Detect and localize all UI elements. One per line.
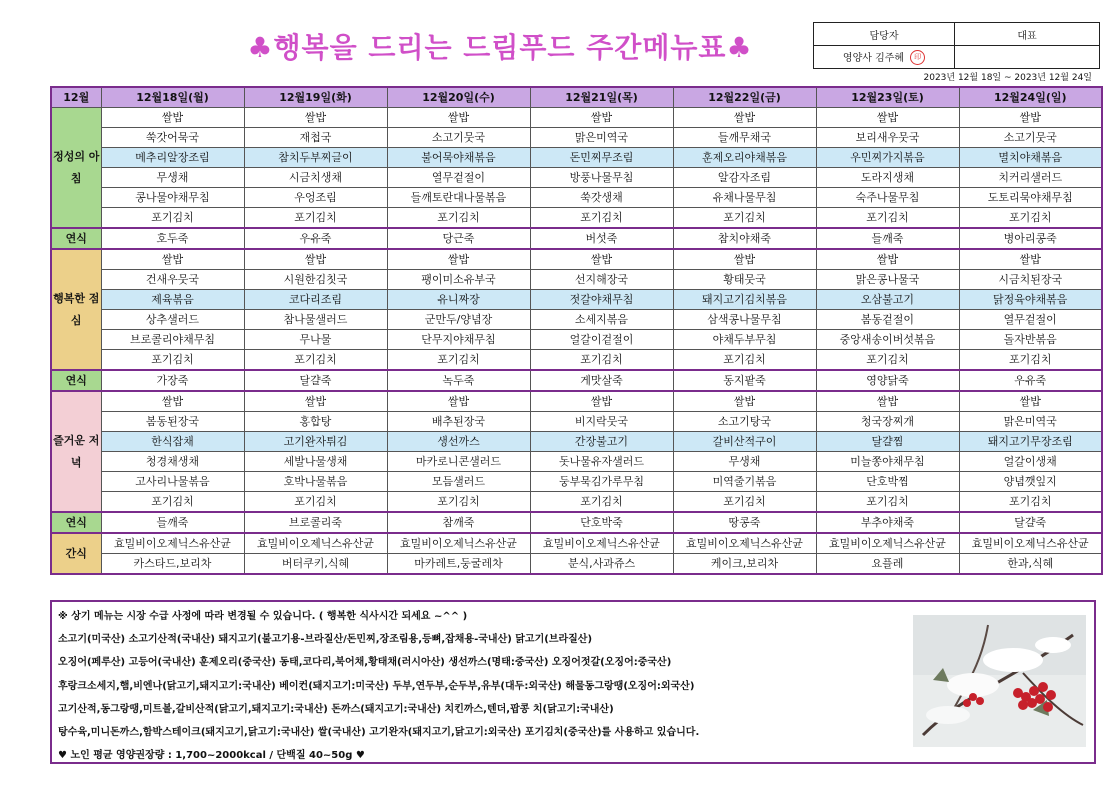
menu-cell: 야채두부무침 bbox=[673, 330, 816, 350]
day-header: 12월18일(월) bbox=[101, 87, 244, 108]
menu-cell: 미역줄기볶음 bbox=[673, 472, 816, 492]
gansik-cell: 케이크,보리차 bbox=[673, 554, 816, 575]
menu-cell: 시원한김칫국 bbox=[244, 270, 387, 290]
menu-cell: 돌자반볶음 bbox=[959, 330, 1102, 350]
menu-cell: 쌀밥 bbox=[387, 108, 530, 128]
menu-cell: 치커리샐러드 bbox=[959, 168, 1102, 188]
snack-cell: 우유죽 bbox=[959, 370, 1102, 391]
menu-cell: 콩나물야채무침 bbox=[101, 188, 244, 208]
menu-cell: 포기김치 bbox=[959, 492, 1102, 513]
snack-label: 연식 bbox=[51, 228, 101, 249]
menu-cell: 포기김치 bbox=[387, 492, 530, 513]
menu-cell: 재첩국 bbox=[244, 128, 387, 148]
menu-cell: 보리새우뭇국 bbox=[816, 128, 959, 148]
menu-row bbox=[51, 208, 1102, 229]
snack-row bbox=[51, 228, 1102, 249]
menu-cell: 제육볶음 bbox=[101, 290, 244, 310]
menu-cell: 쌀밥 bbox=[244, 108, 387, 128]
menu-cell: 숙주나물무침 bbox=[816, 188, 959, 208]
menu-cell: 팽이미소유부국 bbox=[387, 270, 530, 290]
menu-cell: 포기김치 bbox=[101, 208, 244, 229]
representative-label: 대표 bbox=[955, 23, 1100, 46]
menu-row bbox=[51, 350, 1102, 371]
menu-cell: 쌀밥 bbox=[530, 249, 673, 270]
snack-cell: 영양닭죽 bbox=[816, 370, 959, 391]
snack-cell: 녹두죽 bbox=[387, 370, 530, 391]
menu-cell: 포기김치 bbox=[387, 208, 530, 229]
approver-role: 담당자 bbox=[814, 23, 955, 46]
snack-cell: 땅콩죽 bbox=[673, 512, 816, 533]
day-header: 12월19일(화) bbox=[244, 87, 387, 108]
menu-row bbox=[51, 412, 1102, 432]
menu-cell: 쑥갓어묵국 bbox=[101, 128, 244, 148]
menu-cell: 알감자조림 bbox=[673, 168, 816, 188]
menu-period: 2023년 12월 18일 ~ 2023년 12월 24일 bbox=[923, 73, 1092, 83]
snack-cell: 우유죽 bbox=[244, 228, 387, 249]
menu-cell: 돼지고기김치볶음 bbox=[673, 290, 816, 310]
snack-cell: 부추야채죽 bbox=[816, 512, 959, 533]
menu-cell: 둥부묵김가루무침 bbox=[530, 472, 673, 492]
day-header: 12월22일(금) bbox=[673, 87, 816, 108]
notes-line: 고기산적,동그랑땡,미트볼,갈비산적(닭고기,돼지고기:국내산) 돈까스(돼지고기:국내산) 치킨까스,텐더,팝콩 치(닭고기:국내산) bbox=[58, 703, 614, 715]
menu-cell: 유채나물무침 bbox=[673, 188, 816, 208]
snack-cell: 참치야채죽 bbox=[673, 228, 816, 249]
menu-cell: 맑은미역국 bbox=[530, 128, 673, 148]
menu-cell: 소세지볶음 bbox=[530, 310, 673, 330]
menu-cell: 쌀밥 bbox=[959, 391, 1102, 412]
menu-cell: 봄동겉절이 bbox=[816, 310, 959, 330]
menu-cell: 포기김치 bbox=[816, 350, 959, 371]
menu-cell: 멸치야채볶음 bbox=[959, 148, 1102, 168]
menu-cell: 포기김치 bbox=[244, 208, 387, 229]
day-header: 12월24일(일) bbox=[959, 87, 1102, 108]
notes-line: 소고기(미국산) 소고기산적(국내산) 돼지고기(불고기용-브라질산/돈민찌,장조림용,등뼈,잡채용-국내산) 닭고기(브라질산) bbox=[58, 634, 593, 646]
menu-row bbox=[51, 108, 1102, 128]
menu-cell: 오삼불고기 bbox=[816, 290, 959, 310]
snack-row bbox=[51, 512, 1102, 533]
snack-cell: 가장죽 bbox=[101, 370, 244, 391]
day-header: 12월21일(목) bbox=[530, 87, 673, 108]
menu-cell: 불어묵야채볶음 bbox=[387, 148, 530, 168]
notes-line: 후랑크소세지,햄,비엔나(닭고기,돼지고기:국내산) 베이컨(돼지고기:미국산) 두부,연두부,순두부,유부(대두:외국산) 해물동그랑땡(오징어:외국산) bbox=[58, 680, 695, 692]
menu-cell: 쌀밥 bbox=[673, 108, 816, 128]
menu-cell: 포기김치 bbox=[816, 208, 959, 229]
menu-cell: 우엉조림 bbox=[244, 188, 387, 208]
gansik-cell: 효밀비이오제닉스유산균 bbox=[101, 533, 244, 554]
menu-cell: 군만두/양념장 bbox=[387, 310, 530, 330]
menu-cell: 포기김치 bbox=[816, 492, 959, 513]
menu-cell: 쌀밥 bbox=[101, 391, 244, 412]
snack-cell: 참깨죽 bbox=[387, 512, 530, 533]
representative-sign-cell bbox=[955, 46, 1100, 69]
weekly-menu-table bbox=[50, 86, 1103, 575]
menu-cell: 무생채 bbox=[101, 168, 244, 188]
nutritionist-cell bbox=[814, 46, 955, 69]
menu-cell: 우민찌가지볶음 bbox=[816, 148, 959, 168]
page-title: ♣행복을 드리는 드림푸드 주간메뉴표♣ bbox=[247, 31, 753, 64]
gansik-cell: 효밀비이오제닉스유산균 bbox=[673, 533, 816, 554]
snack-row bbox=[51, 370, 1102, 391]
menu-cell: 쌀밥 bbox=[959, 249, 1102, 270]
gansik-cell: 버터쿠키,식혜 bbox=[244, 554, 387, 575]
menu-cell: 도토리묵야채무침 bbox=[959, 188, 1102, 208]
gansik-cell: 효밀비이오제닉스유산균 bbox=[244, 533, 387, 554]
menu-cell: 포기김치 bbox=[244, 492, 387, 513]
menu-row bbox=[51, 270, 1102, 290]
menu-cell: 포기김치 bbox=[673, 492, 816, 513]
menu-cell: 황태뭇국 bbox=[673, 270, 816, 290]
menu-cell: 코다리조림 bbox=[244, 290, 387, 310]
menu-cell: 쌀밥 bbox=[101, 108, 244, 128]
gansik-row bbox=[51, 554, 1102, 575]
menu-cell: 쌀밥 bbox=[244, 249, 387, 270]
snack-cell: 단호박죽 bbox=[530, 512, 673, 533]
menu-cell: 무나물 bbox=[244, 330, 387, 350]
menu-cell: 포기김치 bbox=[530, 350, 673, 371]
menu-cell: 포기김치 bbox=[959, 350, 1102, 371]
menu-cell: 시금치된장국 bbox=[959, 270, 1102, 290]
menu-cell: 포기김치 bbox=[673, 208, 816, 229]
snack-cell: 버섯죽 bbox=[530, 228, 673, 249]
menu-cell: 포기김치 bbox=[959, 208, 1102, 229]
menu-row bbox=[51, 452, 1102, 472]
gansik-cell: 효밀비이오제닉스유산균 bbox=[530, 533, 673, 554]
menu-row bbox=[51, 432, 1102, 452]
menu-cell: 미늘쫑야채무침 bbox=[816, 452, 959, 472]
menu-cell: 쌀밥 bbox=[959, 108, 1102, 128]
gansik-cell: 한과,식혜 bbox=[959, 554, 1102, 575]
menu-cell: 돗나물유자샐러드 bbox=[530, 452, 673, 472]
snack-cell: 들깨죽 bbox=[101, 512, 244, 533]
notes-line: 오징어(페루산) 고등어(국내산) 훈제오리(중국산) 동태,코다리,북어채,황태채(러시아산) 생선까스(명태:중국산) 오징어젓갈(오징어:중국산) bbox=[58, 657, 672, 669]
snack-cell: 동지팥죽 bbox=[673, 370, 816, 391]
menu-row bbox=[51, 249, 1102, 270]
menu-row bbox=[51, 128, 1102, 148]
menu-cell: 비지락뭇국 bbox=[530, 412, 673, 432]
gansik-cell: 효밀비이오제닉스유산균 bbox=[816, 533, 959, 554]
nutritionist-name: 영양사 김주혜 bbox=[842, 52, 905, 64]
meal-label-dinner: 즐거운 저녁 bbox=[51, 391, 101, 512]
menu-cell: 쌀밥 bbox=[816, 391, 959, 412]
menu-cell: 방풍나물무침 bbox=[530, 168, 673, 188]
notes-line: ※ 상기 메뉴는 시장 수급 사정에 따라 변경될 수 있습니다. ( 행복한 식사시간 되세요 ~^^ ) bbox=[58, 611, 468, 622]
menu-cell: 생선까스 bbox=[387, 432, 530, 452]
menu-cell: 삼색콩나물무침 bbox=[673, 310, 816, 330]
menu-cell: 쌀밥 bbox=[244, 391, 387, 412]
menu-cell: 세발나물생채 bbox=[244, 452, 387, 472]
day-header: 12월20일(수) bbox=[387, 87, 530, 108]
menu-cell: 고사리나물볶음 bbox=[101, 472, 244, 492]
gansik-cell: 효밀비이오제닉스유산균 bbox=[959, 533, 1102, 554]
menu-cell: 봄동된장국 bbox=[101, 412, 244, 432]
snack-label: 연식 bbox=[51, 512, 101, 533]
menu-cell: 열무겉절이 bbox=[387, 168, 530, 188]
menu-cell: 쌀밥 bbox=[101, 249, 244, 270]
gansik-cell: 분식,사과쥬스 bbox=[530, 554, 673, 575]
menu-cell: 양념깻잎지 bbox=[959, 472, 1102, 492]
menu-cell: 홍합탕 bbox=[244, 412, 387, 432]
menu-cell: 메추리알장조림 bbox=[101, 148, 244, 168]
menu-cell: 쌀밥 bbox=[387, 249, 530, 270]
menu-cell: 선지해장국 bbox=[530, 270, 673, 290]
menu-row bbox=[51, 492, 1102, 513]
menu-cell: 맑은콩나물국 bbox=[816, 270, 959, 290]
menu-cell: 열무겉절이 bbox=[959, 310, 1102, 330]
snack-cell: 달걀죽 bbox=[959, 512, 1102, 533]
menu-cell: 포기김치 bbox=[673, 350, 816, 371]
menu-cell: 갈비산적구이 bbox=[673, 432, 816, 452]
snack-cell: 병아리콩죽 bbox=[959, 228, 1102, 249]
menu-cell: 훈제오리야채볶음 bbox=[673, 148, 816, 168]
menu-cell: 쌀밥 bbox=[530, 108, 673, 128]
snack-cell: 브로콜리죽 bbox=[244, 512, 387, 533]
snack-cell: 달걀죽 bbox=[244, 370, 387, 391]
menu-cell: 참나물샐러드 bbox=[244, 310, 387, 330]
menu-cell: 청경채생채 bbox=[101, 452, 244, 472]
menu-cell: 소고기뭇국 bbox=[959, 128, 1102, 148]
menu-row bbox=[51, 168, 1102, 188]
menu-cell: 단호박찜 bbox=[816, 472, 959, 492]
approval-box bbox=[813, 22, 1100, 69]
snack-cell: 당근죽 bbox=[387, 228, 530, 249]
gansik-label: 간식 bbox=[51, 533, 101, 574]
menu-cell: 무생채 bbox=[673, 452, 816, 472]
menu-cell: 젓갈야채무침 bbox=[530, 290, 673, 310]
meal-label-lunch: 행복한 점심 bbox=[51, 249, 101, 370]
menu-cell: 소고기뭇국 bbox=[387, 128, 530, 148]
menu-cell: 유니짜장 bbox=[387, 290, 530, 310]
menu-cell: 포기김치 bbox=[101, 350, 244, 371]
menu-cell: 쑥갓생채 bbox=[530, 188, 673, 208]
menu-cell: 마카로니콘샐러드 bbox=[387, 452, 530, 472]
menu-cell: 쌀밥 bbox=[530, 391, 673, 412]
month-label: 12월 bbox=[51, 87, 101, 108]
gansik-cell: 마카레트,둥굴레차 bbox=[387, 554, 530, 575]
snack-cell: 들깨죽 bbox=[816, 228, 959, 249]
seal-stamp-icon: 印 bbox=[910, 50, 925, 65]
menu-cell: 쌀밥 bbox=[816, 108, 959, 128]
menu-cell: 쌀밥 bbox=[387, 391, 530, 412]
menu-cell: 중앙새송이버섯볶음 bbox=[816, 330, 959, 350]
menu-cell: 모듬샐러드 bbox=[387, 472, 530, 492]
header-row bbox=[51, 87, 1102, 108]
notes-line: 탕수육,미니돈까스,함박스테이크(돼지고기,닭고기:국내산) 쌀(국내산) 고기완자(돼지고기,닭고기:외국산) 포기김치(중국산)를 사용하고 있습니다. bbox=[58, 727, 700, 739]
menu-cell: 맑은미역국 bbox=[959, 412, 1102, 432]
snack-label: 연식 bbox=[51, 370, 101, 391]
menu-cell: 참치두부찌글이 bbox=[244, 148, 387, 168]
menu-cell: 간장불고기 bbox=[530, 432, 673, 452]
menu-cell: 건새우뭇국 bbox=[101, 270, 244, 290]
menu-row bbox=[51, 330, 1102, 350]
meal-label-breakfast: 정성의 아침 bbox=[51, 108, 101, 229]
menu-row bbox=[51, 310, 1102, 330]
menu-cell: 얼갈이생채 bbox=[959, 452, 1102, 472]
menu-cell: 청국장찌개 bbox=[816, 412, 959, 432]
menu-cell: 들깨토란대나물볶음 bbox=[387, 188, 530, 208]
menu-cell: 돼지고기무장조림 bbox=[959, 432, 1102, 452]
menu-row bbox=[51, 290, 1102, 310]
menu-cell: 쌀밥 bbox=[673, 391, 816, 412]
menu-cell: 들깨무채국 bbox=[673, 128, 816, 148]
gansik-row bbox=[51, 533, 1102, 554]
menu-row bbox=[51, 391, 1102, 412]
menu-cell: 쌀밥 bbox=[673, 249, 816, 270]
menu-cell: 고기완자튀김 bbox=[244, 432, 387, 452]
menu-cell: 포기김치 bbox=[530, 492, 673, 513]
menu-cell: 달걀찜 bbox=[816, 432, 959, 452]
menu-cell: 닭정육야채볶음 bbox=[959, 290, 1102, 310]
snack-cell: 게맛살죽 bbox=[530, 370, 673, 391]
menu-cell: 호박나물볶음 bbox=[244, 472, 387, 492]
menu-cell: 돈민찌무조림 bbox=[530, 148, 673, 168]
gansik-cell: 카스타드,보리차 bbox=[101, 554, 244, 575]
gansik-cell: 효밀비이오제닉스유산균 bbox=[387, 533, 530, 554]
menu-cell: 얼갈이겉절이 bbox=[530, 330, 673, 350]
menu-cell: 배추된장국 bbox=[387, 412, 530, 432]
menu-cell: 브로콜리야채무침 bbox=[101, 330, 244, 350]
menu-row bbox=[51, 188, 1102, 208]
gansik-cell: 요플레 bbox=[816, 554, 959, 575]
menu-cell: 포기김치 bbox=[387, 350, 530, 371]
menu-cell: 포기김치 bbox=[244, 350, 387, 371]
notes-line: ♥ 노인 평균 영양권장량 : 1,700~2000kcal / 단백질 40~50g ♥ bbox=[58, 750, 365, 762]
menu-cell: 소고기탕국 bbox=[673, 412, 816, 432]
menu-cell: 포기김치 bbox=[101, 492, 244, 513]
menu-cell: 상추샐러드 bbox=[101, 310, 244, 330]
snack-cell: 호두죽 bbox=[101, 228, 244, 249]
menu-cell: 포기김치 bbox=[530, 208, 673, 229]
menu-cell: 단무지야채무침 bbox=[387, 330, 530, 350]
menu-row bbox=[51, 148, 1102, 168]
menu-cell: 쌀밥 bbox=[816, 249, 959, 270]
day-header: 12월23일(토) bbox=[816, 87, 959, 108]
snowy-red-berries-photo bbox=[913, 615, 1086, 747]
menu-cell: 시금치생채 bbox=[244, 168, 387, 188]
menu-cell: 한식잡채 bbox=[101, 432, 244, 452]
menu-cell: 도라지생채 bbox=[816, 168, 959, 188]
menu-row bbox=[51, 472, 1102, 492]
